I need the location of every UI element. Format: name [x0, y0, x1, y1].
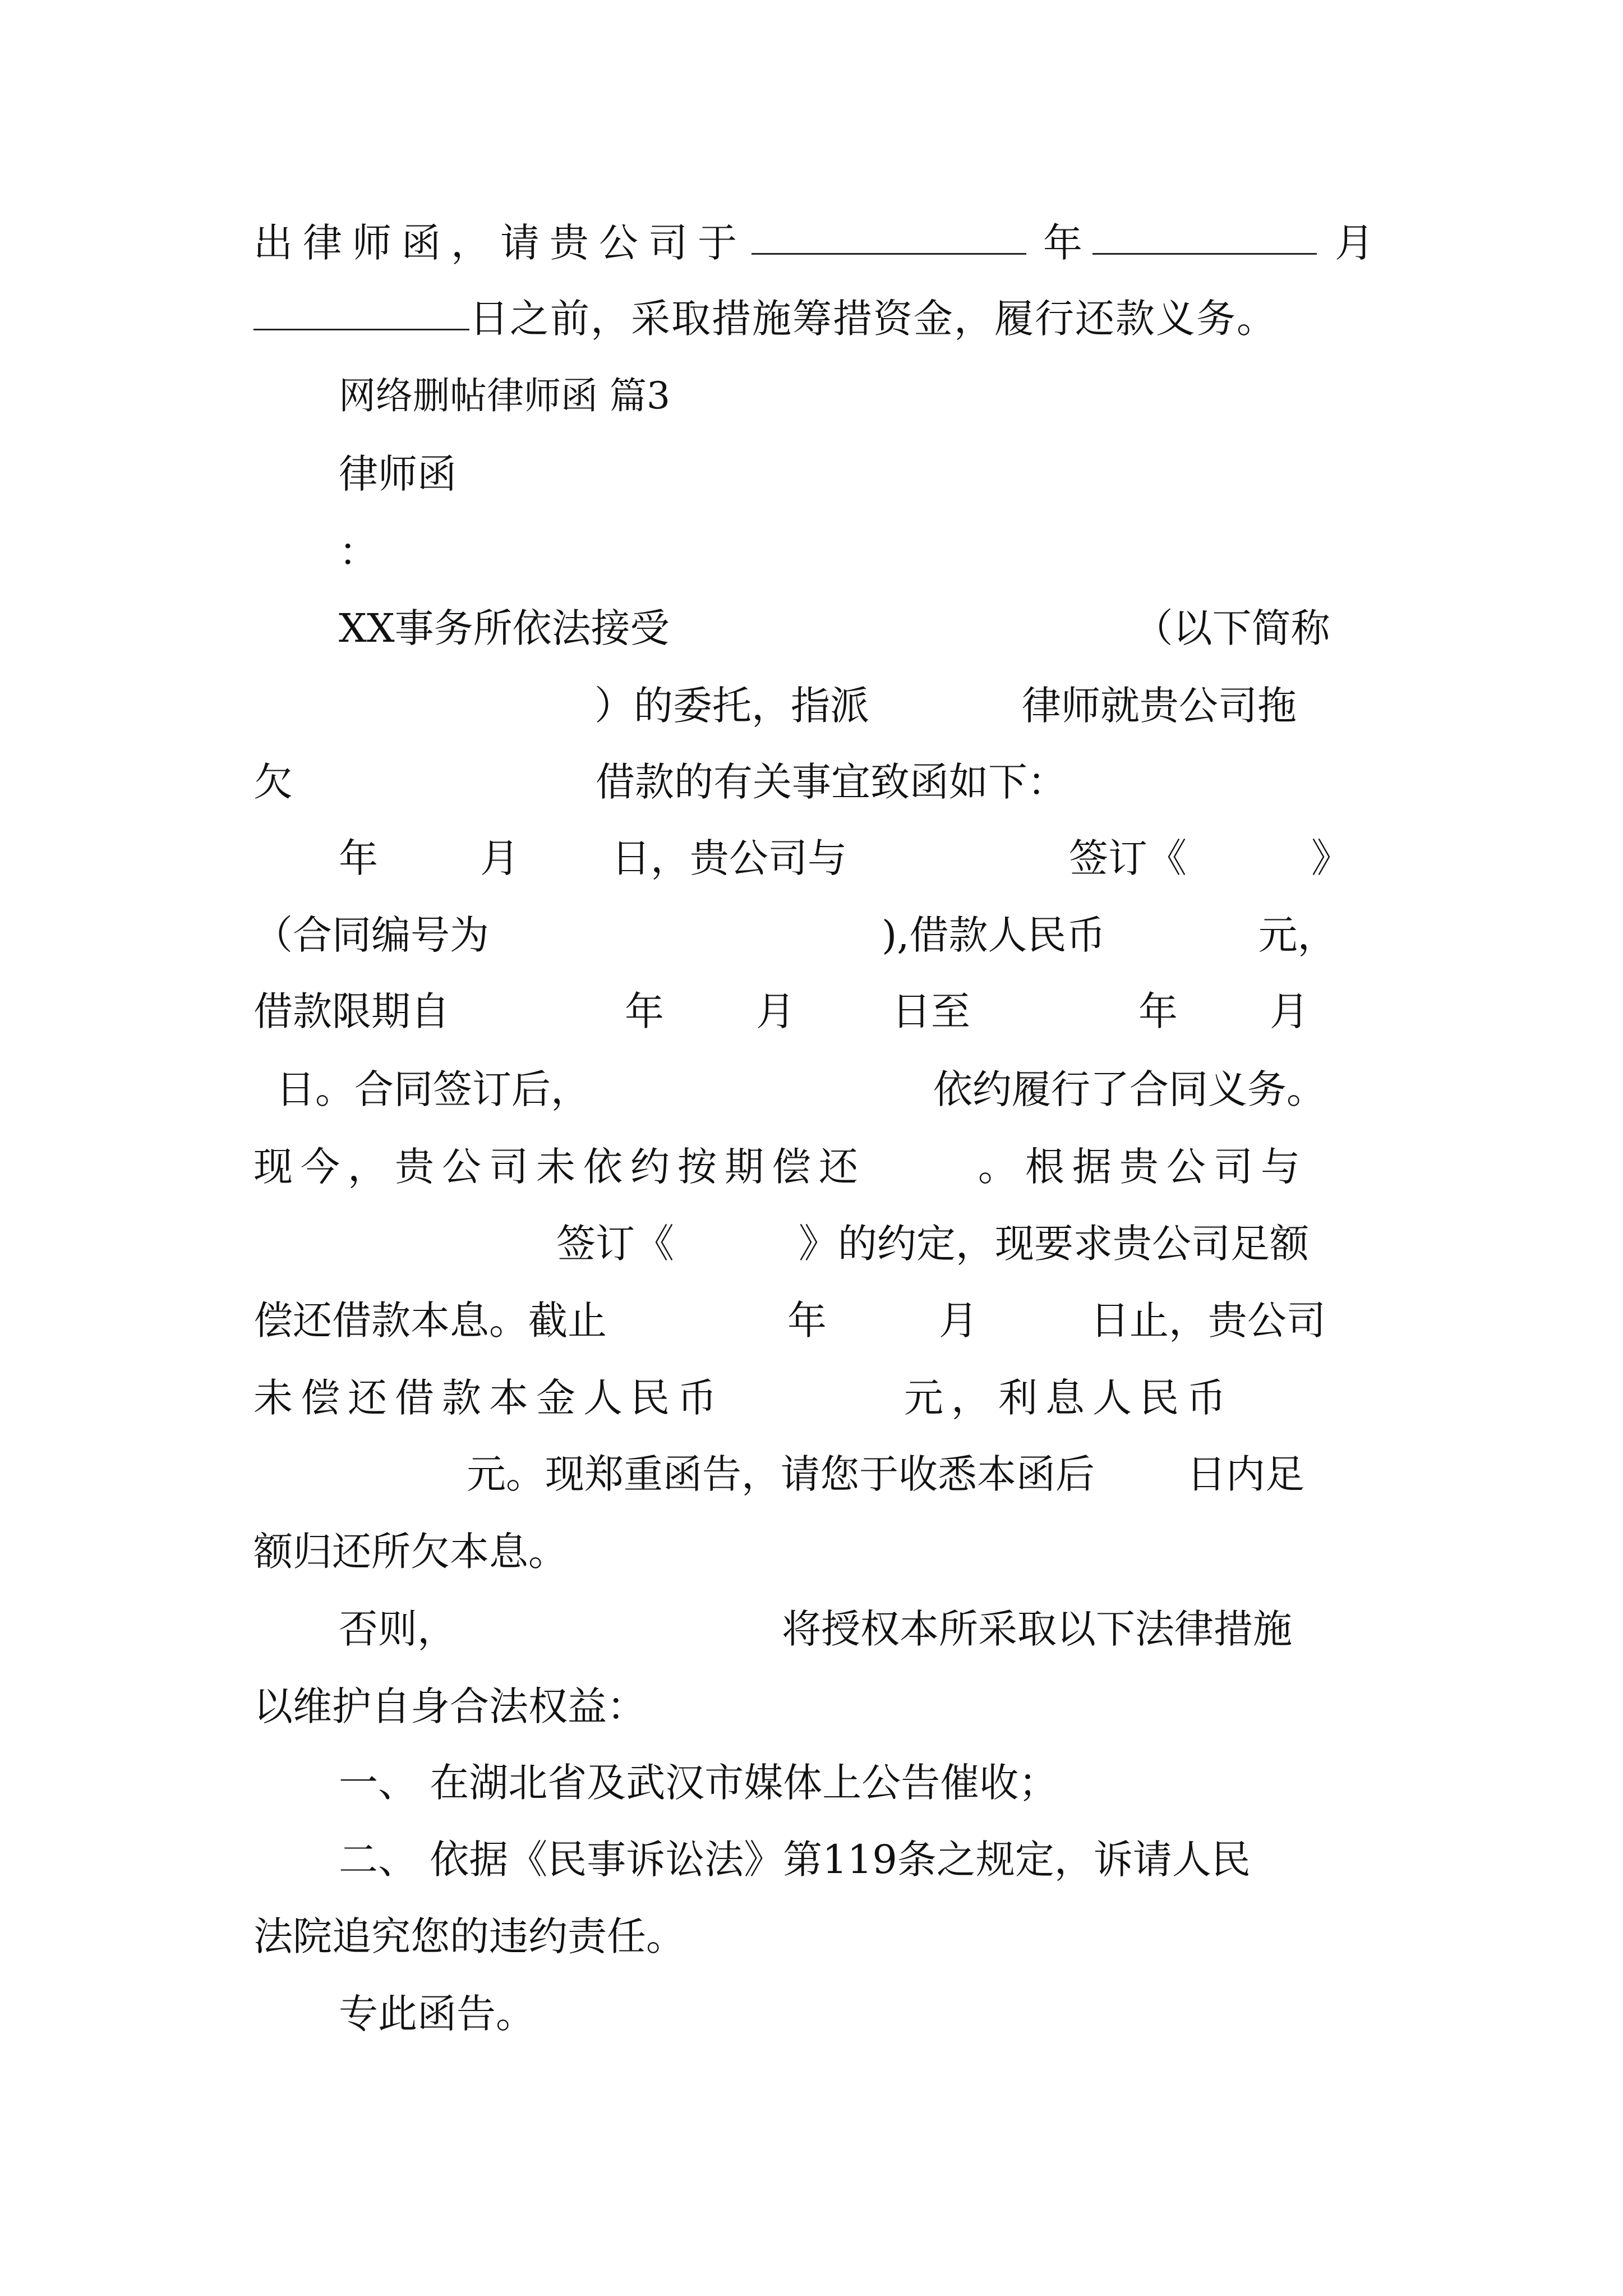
text-segment: 》	[1311, 835, 1350, 881]
title-text: 律师函	[339, 451, 457, 497]
text-segment: 偿还借款本息。截止	[253, 1297, 607, 1343]
text-segment: 元。现郑重函告，请您于收悉本函后	[467, 1451, 1095, 1497]
text-segment: 月	[756, 988, 795, 1034]
text-line	[253, 1518, 1381, 1585]
text-segment: 欠	[253, 759, 293, 805]
text-line	[253, 748, 1381, 816]
text-segment: ）的委托，指派	[594, 683, 869, 729]
closing-line	[253, 1980, 1381, 2047]
list-item	[253, 1749, 1381, 1816]
text-segment: 年	[1138, 988, 1178, 1034]
text-segment: 日。合同签订后，	[276, 1066, 590, 1112]
text-segment: 月	[1335, 220, 1374, 266]
text-segment: 法院追究您的违约责任。	[253, 1913, 685, 1959]
blank-day-field	[253, 285, 469, 330]
text-line	[253, 1210, 1381, 1277]
text-segment: 元，利息人民币	[904, 1375, 1234, 1421]
text-segment: 依约履行了合同义务。	[933, 1066, 1326, 1112]
text-segment: （合同编号为	[253, 912, 489, 958]
text-segment: 借款的有关事宜致函如下：	[596, 759, 1067, 805]
text-segment: 律师就贵公司拖	[1022, 683, 1297, 729]
text-line	[253, 285, 1381, 352]
text-segment: 签订《	[1069, 835, 1187, 881]
section-heading	[339, 362, 1466, 430]
text-segment: 将授权本所采取以下法律措施	[782, 1606, 1292, 1652]
text-segment: 现今，贵公司未依约按期偿还	[253, 1144, 866, 1190]
text-line	[253, 1287, 1381, 1354]
text-line	[253, 978, 1381, 1045]
text-segment: 否则，	[339, 1606, 457, 1652]
text-line	[253, 901, 1381, 969]
text-segment: 以维护自身合法权益：	[253, 1683, 646, 1729]
text-line	[253, 825, 1381, 892]
text-segment: （以下简称	[1133, 605, 1330, 651]
text-segment: 月	[1270, 988, 1309, 1034]
text-segment: 年	[787, 1297, 827, 1343]
text-segment: 日止，贵公司	[1090, 1297, 1326, 1343]
text-segment: 元，	[1258, 912, 1337, 958]
blank-year-field	[751, 209, 1026, 255]
text-segment: 年	[625, 988, 664, 1034]
closing-text: 专此函告。	[339, 1991, 535, 2037]
text-segment: 年	[339, 835, 378, 881]
text-segment: 。根据贵公司与	[978, 1144, 1308, 1190]
text-line	[253, 1133, 1381, 1200]
text-line	[253, 1595, 1381, 1663]
text-line	[253, 1441, 1381, 1508]
text-line	[253, 1673, 1381, 1740]
salutation-text: ：	[339, 529, 378, 575]
text-segment: 出律师函，请贵公司于	[253, 220, 747, 266]
text-line	[253, 1056, 1381, 1123]
heading-text: 网络删帖律师函 篇3	[339, 374, 670, 417]
text-segment: 月	[939, 1297, 978, 1343]
list-item-text: 二、 依据《民事诉讼法》第119条之规定，诉请人民	[339, 1837, 1251, 1883]
text-segment: ),借款人民币	[882, 912, 1106, 958]
text-segment: 月	[480, 835, 519, 881]
list-item-text: 一、 在湖北省及武汉市媒体上公告催收；	[339, 1760, 1058, 1806]
text-line	[253, 1903, 1381, 1970]
letter-title	[339, 440, 1466, 508]
text-segment: XX事务所依法接受	[339, 605, 670, 651]
text-segment: 》的约定，现要求贵公司足额	[799, 1221, 1309, 1267]
text-line	[253, 1364, 1381, 1432]
blank-month-field	[1092, 209, 1317, 255]
text-line	[253, 595, 1381, 662]
text-segment: 日，贵公司与	[611, 835, 847, 881]
text-segment: 签订《	[556, 1221, 674, 1267]
text-segment: 借款限期自	[253, 988, 450, 1034]
text-segment: 日之前，采取措施筹措资金，履行还款义务。	[469, 296, 1277, 342]
text-line	[253, 209, 1381, 277]
text-segment: 未偿还借款本金人民币	[253, 1375, 725, 1421]
text-segment: 额归还所欠本息。	[253, 1529, 568, 1575]
text-line	[253, 672, 1381, 739]
text-segment: 日内足	[1187, 1451, 1304, 1497]
salutation	[339, 518, 1466, 586]
list-item	[253, 1826, 1381, 1893]
text-segment: 年	[1043, 220, 1082, 266]
text-segment: 日至	[892, 988, 970, 1034]
